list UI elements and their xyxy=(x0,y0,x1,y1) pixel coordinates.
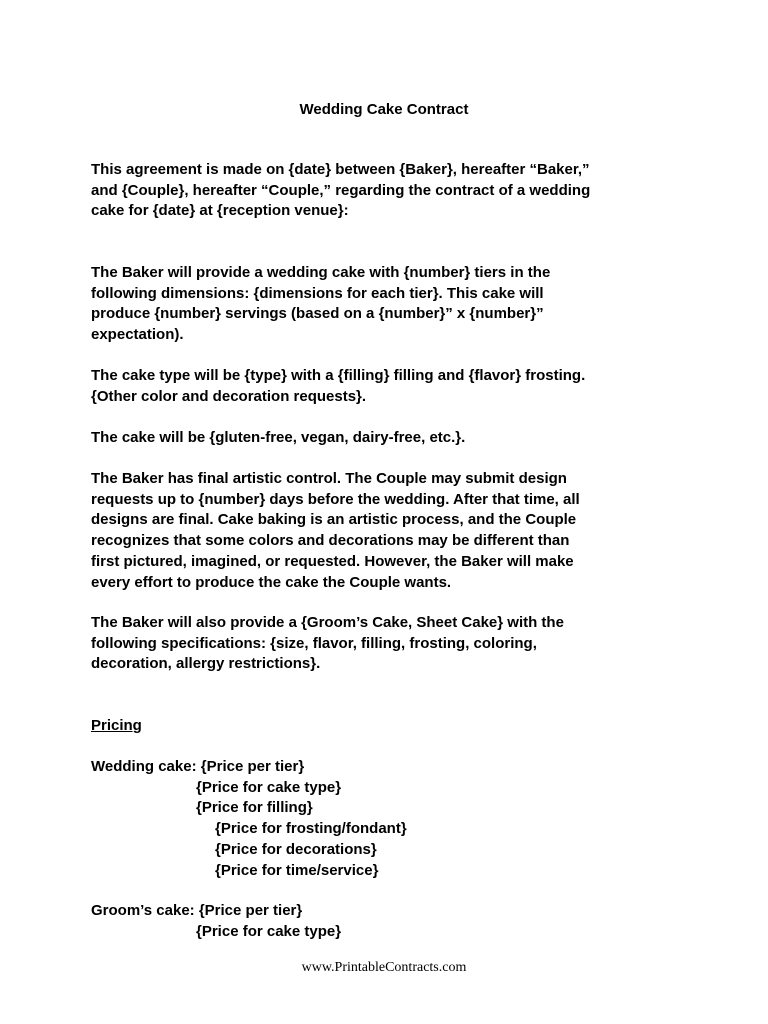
paragraph-line: expectation). xyxy=(91,326,184,344)
paragraph-line: every effort to produce the cake the Couple wants. xyxy=(91,573,452,591)
price-item: {Price per tier} xyxy=(200,758,305,775)
grooms-cake-label: Groom’s cake: xyxy=(91,902,195,919)
paragraph-line: This agreement is made on {date} between {Baker}, hereafter “Baker,” xyxy=(91,161,590,178)
price-item: {Price for cake type} xyxy=(196,922,342,940)
paragraph-line: following specifications: {size, flavor, filling, frosting, coloring, xyxy=(91,634,537,652)
wedding-cake-label: Wedding cake: xyxy=(91,758,197,775)
price-row xyxy=(91,901,691,922)
price-item: {Price for filling} xyxy=(196,799,313,817)
artistic-control-paragraph xyxy=(91,469,691,593)
footer-website: www.PrintableContracts.com xyxy=(301,960,467,975)
paragraph-line: decoration, allergy restrictions}. xyxy=(91,655,321,673)
pricing-section xyxy=(91,716,691,737)
paragraph-line: The Baker has final artistic control. The Couple may submit design xyxy=(91,470,567,487)
price-item: {Price per tier} xyxy=(198,902,303,919)
paragraph-line: recognizes that some colors and decorations may be different than xyxy=(91,532,570,550)
paragraph-line: The Baker will provide a wedding cake with {number} tiers in the xyxy=(91,264,551,281)
price-row xyxy=(91,757,691,778)
price-item: {Price for cake type} xyxy=(196,778,342,796)
pricing-heading: Pricing xyxy=(91,717,142,734)
paragraph-line: designs are final. Cake baking is an artistic process, and the Couple xyxy=(91,511,577,529)
paragraph-line: The Baker will also provide a {Groom’s Cake, Sheet Cake} with the xyxy=(91,614,564,631)
price-item: {Price for time/service} xyxy=(215,861,379,879)
cake-type-paragraph xyxy=(91,366,691,407)
paragraph-line: requests up to {number} days before the wedding. After that time, all xyxy=(91,490,580,508)
grooms-cake-pricing xyxy=(91,901,691,942)
additional-cake-paragraph xyxy=(91,613,691,675)
wedding-cake-pricing xyxy=(91,757,691,881)
price-item: {Price for frosting/fondant} xyxy=(215,820,407,838)
paragraph-line: cake for {date} at {reception venue}: xyxy=(91,202,349,220)
cake-dimensions-paragraph xyxy=(91,263,691,346)
agreement-paragraph xyxy=(91,160,691,222)
price-item: {Price for decorations} xyxy=(215,840,377,858)
paragraph-line: first pictured, imagined, or requested. However, the Baker will make xyxy=(91,552,574,570)
dietary-paragraph xyxy=(91,428,691,449)
paragraph-line: produce {number} servings (based on a {number}” x {number}” xyxy=(91,305,544,323)
page-title: Wedding Cake Contract xyxy=(299,101,469,118)
paragraph-line: {Other color and decoration requests}. xyxy=(91,387,367,405)
paragraph-line: The cake type will be {type} with a {filling} filling and {flavor} frosting. xyxy=(91,367,586,384)
paragraph-line: and {Couple}, hereafter “Couple,” regarding the contract of a wedding xyxy=(91,181,591,199)
paragraph-line: The cake will be {gluten-free, vegan, dairy-free, etc.}. xyxy=(91,429,466,446)
paragraph-line: following dimensions: {dimensions for each tier}. This cake will xyxy=(91,284,544,302)
